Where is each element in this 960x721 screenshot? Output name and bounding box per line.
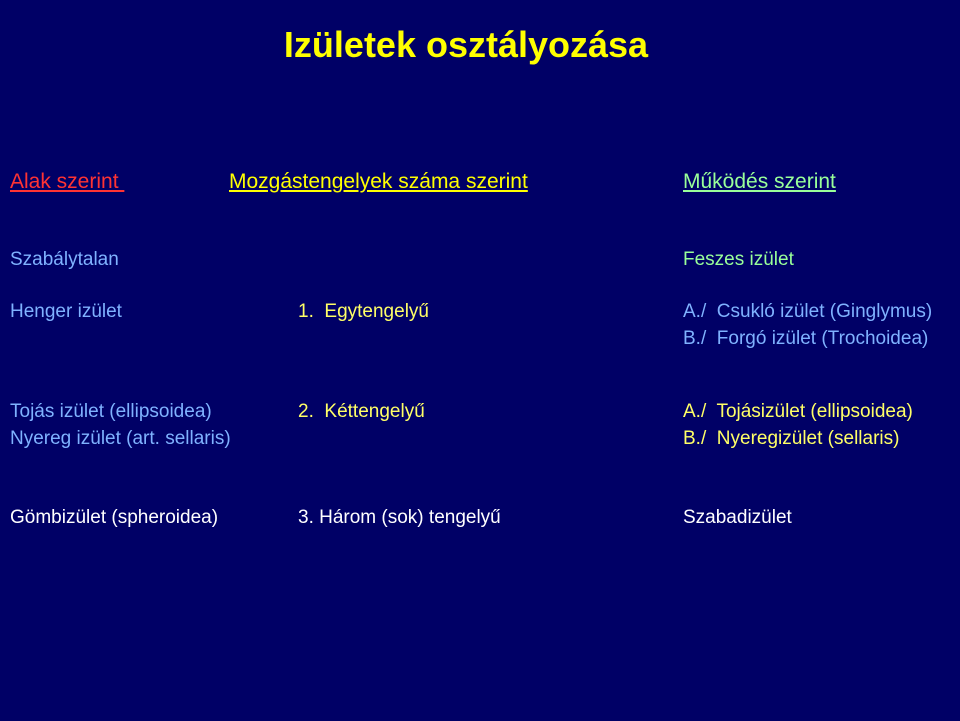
axes-biaxial: 2. Kéttengelyű — [298, 401, 425, 422]
shape-cylinder-joint: Henger izület — [10, 301, 122, 322]
function-hinge-joint: A./ Csukló izület (Ginglymus) — [683, 301, 933, 322]
function-fixed-joint: Feszes izület — [683, 249, 794, 270]
axes-uniaxial: 1. Egytengelyű — [298, 301, 429, 322]
function-pivot-joint: B./ Forgó izület (Trochoidea) — [683, 328, 929, 349]
function-free-joint: Szabadizület — [683, 507, 792, 528]
header-by-shape: Alak szerint — [10, 170, 125, 193]
slide-title: Izületek osztályozása — [283, 24, 649, 65]
function-saddle-joint: B./ Nyeregizület (sellaris) — [683, 428, 900, 449]
shape-ellipsoid-joint: Tojás izület (ellipsoidea) — [10, 401, 212, 422]
shape-ball-joint: Gömbizület (spheroidea) — [10, 507, 219, 528]
shape-irregular: Szabálytalan — [10, 249, 119, 270]
axes-multiaxial: 3. Három (sok) tengelyű — [298, 507, 501, 528]
header-by-axes: Mozgástengelyek száma szerint — [229, 170, 528, 193]
header-by-function: Működés szerint — [683, 170, 836, 193]
shape-saddle-joint: Nyereg izület (art. sellaris) — [10, 428, 231, 449]
function-ellipsoid-joint: A./ Tojásizület (ellipsoidea) — [683, 401, 913, 422]
